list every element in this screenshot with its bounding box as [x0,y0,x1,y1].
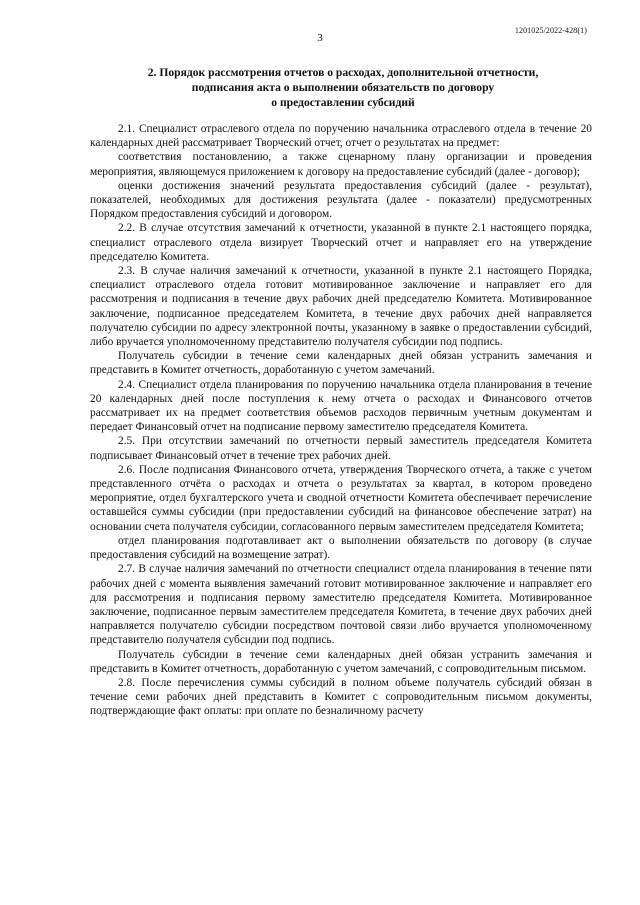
document-id: 1201025/2022-428(1) [514,26,587,35]
paragraph-2-6-planning: отдел планирования подготавливает акт о выполнении обязательств по договору (в случае предоставления субсидий на возмещение затрат). [90,534,592,562]
section-title [96,65,590,110]
section-title-line-1: 2. Порядок рассмотрения отчетов о расходах, дополнительной отчетности, [147,66,539,79]
page-number: 3 [317,32,323,44]
paragraph-2-1-item-compliance: соответствия постановлению, а также сценарному плану организации и проведения мероприятия, являющемуся приложением к договору на предоставление субсидий (далее - договор); [90,151,592,178]
paragraph-2-3: 2.3. В случае наличия замечаний к отчетности, указанной в пункте 2.1 настоящего Порядка, специалист отраслевого отдела готовит мотивированное заключение и направляет его для рассмотрения и подписания в течение двух рабочих дней председателю Комитета. Мотивированное заключение, подписанное председателем Комитета, в течение двух рабочих дней направляется получателю субсидии по адресу электронной почты, указанному в заявке о предоставлении субсидий, либо вручается уполномоченному представителю получателя субсидии под подпись. [90,265,592,349]
section-title-line-3: о предоставлении субсидий [271,96,415,109]
paragraph-2-7-recipient: Получатель субсидии в течение семи календарных дней обязан устранить замечания и представить в Комитет отчетность, доработанную с учетом замечаний, с сопроводительным письмом. [90,648,592,675]
paragraph-2-6: 2.6. После подписания Финансового отчета, утверждения Творческого отчета, а также с учетом представленного отчёта о расходах и отчета о результатах за квартал, в котором проведено мероприятие, отдел бухгалтерского учета и сводной отчетности Комитета обеспечивает перечисление оставшейся суммы субсидии (при предоставлении субсидий на финансовое обеспечение затрат) на основании счета получателя субсидии, согласованного первым заместителем председателя Комитета; [90,463,592,533]
paragraph-2-1: 2.1. Специалист отраслевого отдела по поручению начальника отраслевого отдела в течение 20 календарных дней рассматривает Творческий отчет, отчет о результатах на предмет: [90,123,592,150]
section-title-line-2: подписания акта о выполнении обязательств по договору [191,81,495,94]
paragraph-2-1-item-results: оценки достижения значений результата предоставления субсидий (далее - результат), показателей, необходимых для достижения результата (далее - показатели) предусмотренных Порядком предоставления субсидий и договором. [90,179,592,221]
paragraph-2-4: 2.4. Специалист отдела планирования по поручению начальника отдела планирования в течение 20 календарных дней после поступления к нему отчета о расходах и Финансового отчетов рассматривает их на предмет соответствия объемов расходов первичным учетным документам и передает Финансовый отчет на подписание первому заместителю председателя Комитета. [90,378,592,434]
paragraph-2-3-recipient: Получатель субсидии в течение семи календарных дней обязан устранить замечания и представить в Комитет отчетность, доработанную с учетом замечаний. [90,350,592,377]
paragraph-2-5: 2.5. При отсутствии замечаний по отчетности первый заместитель председателя Комитета подписывает Финансовый отчет в течение трех рабочих дней. [90,435,592,462]
paragraph-2-2: 2.2. В случае отсутствия замечаний к отчетности, указанной в пункте 2.1 настоящего порядка, специалист отраслевого отдела визирует Творческий отчет и направляет его на утверждение председателю Комитета. [90,222,592,263]
paragraph-2-8: 2.8. После перечисления суммы субсидий в полном объеме получатель субсидий обязан в течение семи рабочих дней представить в Комитет с сопроводительным письмом документы, подтверждающие факт оплаты: при оплате по безналичному расчету [90,676,592,718]
document-body [90,122,592,719]
paragraph-2-7: 2.7. В случае наличия замечаний по отчетности специалист отдела планирования в течение пяти рабочих дней с момента выявления замечаний готовит мотивированное заключение и направляет его для рассмотрения и подписания первому заместителю председателя Комитета. Мотивированное заключение, подписанное первым заместителем председателя Комитета, в течение двух рабочих дней направляется получателю субсидии посредством почтовой связи либо вручается уполномоченному представителю получателя субсидии под подпись. [90,563,592,647]
